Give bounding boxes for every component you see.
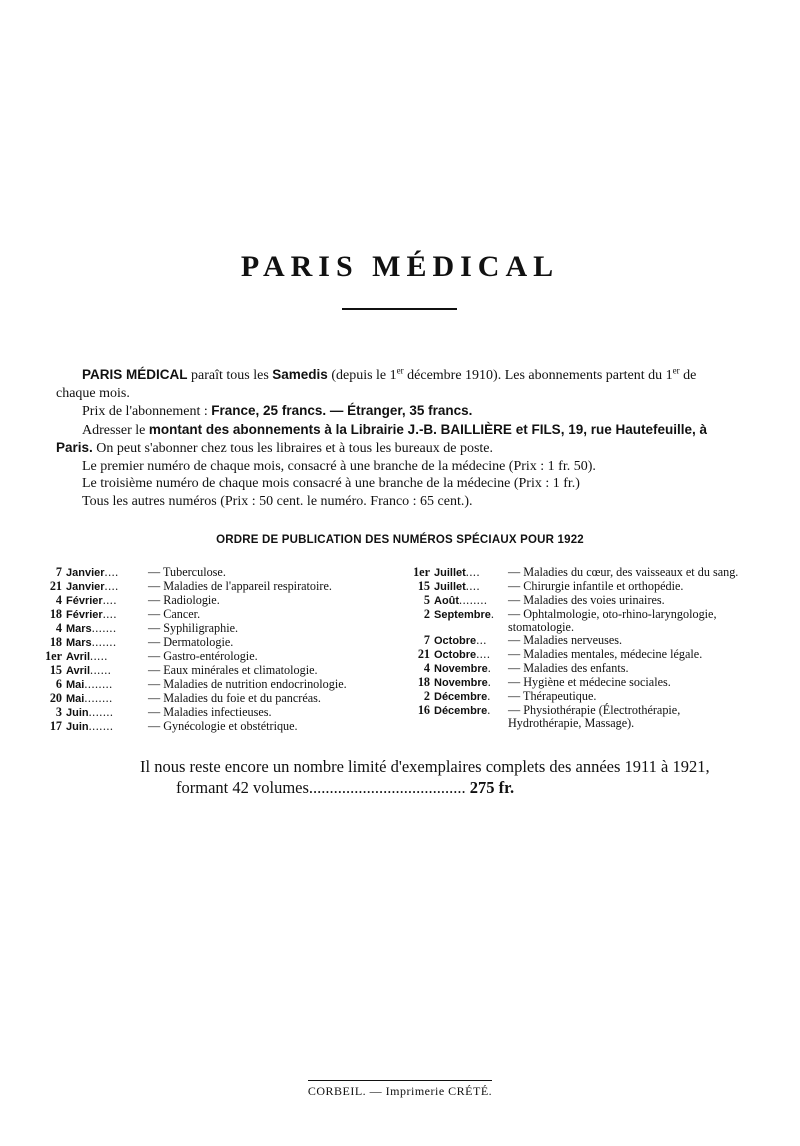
- schedule-day: 15: [49, 663, 62, 677]
- schedule-date: [408, 594, 508, 608]
- schedule-row: [408, 676, 756, 690]
- schedule-topic: — Radiologie.: [148, 593, 220, 607]
- schedule-topic: — Maladies des voies urinaires.: [508, 593, 665, 607]
- schedule-dots: ......: [90, 663, 112, 677]
- schedule-row: [40, 594, 390, 608]
- schedule-month: Avril: [66, 665, 91, 677]
- schedule-dots: ....: [102, 607, 117, 621]
- schedule-row: [408, 566, 756, 580]
- schedule-heading: ORDRE DE PUBLICATION DES NUMÉROS SPÉCIAUX POUR 1922: [216, 534, 584, 546]
- schedule-month: Août: [434, 595, 460, 607]
- schedule-date: [408, 634, 508, 648]
- schedule-dots: .: [487, 703, 491, 717]
- schedule-row: [40, 622, 390, 636]
- schedule-row: [40, 608, 390, 622]
- schedule-row: [40, 664, 390, 678]
- schedule-month: Décembre: [434, 705, 488, 717]
- intro-text: paraît tous les: [187, 368, 273, 383]
- schedule-dots: ...: [476, 633, 487, 647]
- schedule-row: [408, 594, 756, 608]
- schedule-day: 7: [423, 633, 430, 647]
- schedule-dots: .: [487, 675, 492, 689]
- price-values: France, 25 francs. — Étranger, 35 francs.: [211, 403, 473, 418]
- schedule-month: Janvier: [66, 581, 105, 593]
- schedule-month: Février: [66, 595, 103, 607]
- schedule-row: [408, 634, 756, 648]
- schedule-day: 6: [55, 677, 62, 691]
- closing-line-2: [176, 777, 800, 798]
- schedule-dots: ....: [465, 579, 480, 593]
- schedule-date: [40, 566, 148, 580]
- printer-footer: CORBEIL. — Imprimerie CRÉTÉ.: [307, 1084, 493, 1098]
- schedule-date: [40, 706, 148, 720]
- schedule-dots: ........: [459, 593, 488, 607]
- title-rule: [342, 308, 457, 310]
- schedule-day: 7: [55, 565, 62, 579]
- schedule-topic: — Maladies infectieuses.: [148, 705, 272, 719]
- schedule-day: 21: [417, 647, 430, 661]
- schedule-right-column: [408, 566, 756, 730]
- schedule-date: [40, 664, 148, 678]
- schedule-dots: .......: [91, 635, 117, 649]
- schedule-date: [408, 566, 508, 580]
- schedule-month: Mai: [66, 693, 85, 705]
- schedule-day: 18: [417, 675, 430, 689]
- schedule-topic: — Gastro-entérologie.: [148, 649, 258, 663]
- closing-volumes: formant 42 volumes......................................: [176, 778, 466, 797]
- schedule-date: [408, 648, 508, 662]
- schedule-month: Novembre: [434, 677, 488, 689]
- schedule-date: [408, 676, 508, 690]
- journal-name: PARIS MÉDICAL: [82, 367, 188, 382]
- schedule-day: 18: [49, 607, 62, 621]
- schedule-day: 2: [423, 607, 430, 621]
- schedule-dots: .....: [90, 649, 108, 663]
- intro-superscript: er: [396, 365, 404, 376]
- schedule-topic: — Physiothérapie (Électrothérapie, Hydrothérapie, Massage).: [508, 703, 681, 730]
- schedule-month: Juin: [66, 707, 89, 719]
- schedule-day: 4: [423, 661, 430, 675]
- schedule-month: Octobre: [434, 649, 477, 661]
- schedule-row: [408, 648, 756, 662]
- schedule-topic: — Tuberculose.: [148, 565, 226, 579]
- schedule-month: Février: [66, 609, 103, 621]
- schedule-topic: — Cancer.: [148, 607, 201, 621]
- first-issue-line: Le premier numéro de chaque mois, consacré à une branche de la médecine (Prix : 1 fr. 50).: [82, 458, 596, 474]
- intro-text: (depuis le: [327, 368, 390, 383]
- intro-superscript: er: [672, 365, 680, 376]
- price-line: [56, 402, 728, 421]
- schedule-dots: ........: [84, 691, 113, 705]
- address-bold: montant des abonnements à la Librairie J.-B. BAILLIÈRE et FILS, 19, rue Hautefeuille, à Paris.: [56, 421, 707, 455]
- schedule-dots: .: [487, 661, 492, 675]
- schedule-month: Mars: [66, 637, 92, 649]
- schedule-day: 1er: [413, 565, 430, 579]
- intro-text: décembre 1910). Les abonnements partent du: [403, 368, 666, 383]
- schedule-day: 4: [55, 621, 62, 635]
- schedule-row: [40, 678, 390, 692]
- schedule-date: [40, 608, 148, 622]
- schedule-date: [408, 662, 508, 676]
- closing-price: 275 fr.: [465, 778, 515, 797]
- schedule-dots: .: [487, 689, 491, 703]
- schedule-month: Décembre: [434, 691, 488, 703]
- schedule-month: Mai: [66, 679, 85, 691]
- schedule-topic: — Syphiligraphie.: [148, 621, 239, 635]
- schedule-day: 21: [49, 579, 62, 593]
- schedule-date: [40, 636, 148, 650]
- schedule-row: [40, 706, 390, 720]
- schedule-day: 16: [417, 703, 430, 717]
- intro-number: 1: [665, 368, 673, 383]
- schedule-day: 15: [417, 579, 430, 593]
- schedule-topic: — Maladies du foie et du pancréas.: [148, 691, 321, 705]
- price-label: Prix de l'abonnement :: [82, 404, 212, 419]
- third-issue-line: Le troisième numéro de chaque mois consacré à une branche de la médecine (Prix : 1 fr.): [82, 476, 580, 491]
- subscription-info: [56, 366, 728, 510]
- schedule-topic: — Maladies nerveuses.: [508, 633, 623, 647]
- intro-text: de chaque mois.: [56, 368, 697, 401]
- schedule-left-column: [40, 566, 390, 734]
- publication-day: Samedis: [272, 367, 328, 382]
- schedule-dots: .......: [88, 705, 114, 719]
- schedule-topic: — Maladies de l'appareil respiratoire.: [148, 579, 332, 593]
- schedule-topic: — Gynécologie et obstétrique.: [148, 719, 298, 733]
- schedule-topic: — Thérapeutique.: [508, 689, 597, 703]
- schedule-date: [40, 580, 148, 594]
- schedule-dots: ........: [84, 677, 113, 691]
- schedule-row: [40, 566, 390, 580]
- schedule-row: [408, 704, 756, 730]
- schedule-month: Novembre: [434, 663, 488, 675]
- schedule-date: [408, 690, 508, 704]
- schedule-dots: .......: [91, 621, 117, 635]
- schedule-date: [408, 580, 508, 594]
- schedule-topic: — Hygiène et médecine sociales.: [508, 675, 671, 689]
- schedule-month: Juillet: [434, 567, 466, 579]
- schedule-row: [40, 636, 390, 650]
- schedule-date: [40, 720, 148, 734]
- schedule-date: [40, 678, 148, 692]
- schedule-day: 18: [49, 635, 62, 649]
- schedule-day: 2: [423, 689, 430, 703]
- schedule-row: [408, 580, 756, 594]
- schedule-row: [40, 580, 390, 594]
- schedule-topic: — Dermatologie.: [148, 635, 234, 649]
- schedule-topic: — Ophtalmologie, oto-rhino-laryngologie, stomatologie.: [508, 607, 717, 634]
- other-issues-line: Tous les autres numéros (Prix : 50 cent. le numéro. Franco : 65 cent.).: [82, 493, 473, 509]
- address-paragraph: [56, 421, 728, 458]
- schedule-row: [408, 662, 756, 676]
- schedule-topic: — Maladies de nutrition endocrinologie.: [148, 677, 347, 691]
- schedule-row: [408, 608, 756, 634]
- schedule-month: Avril: [66, 651, 91, 663]
- schedule-dots: ....: [102, 593, 117, 607]
- schedule-topic: — Maladies des enfants.: [508, 661, 629, 675]
- schedule-month: Octobre: [434, 635, 477, 647]
- schedule-row: [408, 690, 756, 704]
- schedule-date: [408, 608, 508, 622]
- schedule-topic: — Chirurgie infantile et orthopédie.: [508, 579, 684, 593]
- schedule-row: [40, 650, 390, 664]
- page-title: PARIS MÉDICAL: [240, 250, 560, 283]
- address-text: Adresser le: [82, 422, 149, 438]
- schedule-row: [40, 720, 390, 734]
- schedule-dots: .: [490, 607, 495, 621]
- schedule-day: 5: [423, 593, 430, 607]
- schedule-topic: — Maladies du cœur, des vaisseaux et du sang.: [508, 565, 739, 579]
- schedule-date: [40, 692, 148, 706]
- schedule-date: [40, 594, 148, 608]
- schedule-topic: — Maladies mentales, médecine légale.: [508, 647, 703, 661]
- schedule-dots: ....: [465, 565, 480, 579]
- schedule-row: [40, 692, 390, 706]
- schedule-day: 3: [55, 705, 62, 719]
- schedule-dots: .......: [88, 719, 114, 733]
- footer-rule: [308, 1080, 492, 1081]
- address-text: On peut s'abonner chez tous les libraires et à tous les bureaux de poste.: [92, 441, 494, 456]
- schedule-dots: ....: [104, 579, 119, 593]
- schedule-day: 1er: [45, 649, 62, 663]
- schedule-date: [40, 650, 148, 664]
- schedule-month: Juin: [66, 721, 89, 733]
- intro-paragraph-1: [56, 366, 728, 402]
- schedule-day: 17: [49, 719, 62, 733]
- closing-note: [0, 756, 800, 798]
- schedule-date: [408, 704, 508, 718]
- schedule-dots: ....: [476, 647, 491, 661]
- closing-line-1: Il nous reste encore un nombre limité d'exemplaires complets des années 1911 à 1921,: [140, 757, 710, 776]
- schedule-topic: — Eaux minérales et climatologie.: [148, 663, 318, 677]
- schedule-date: [40, 622, 148, 636]
- schedule-day: 4: [55, 593, 62, 607]
- schedule-month: Juillet: [434, 581, 466, 593]
- schedule-dots: ....: [104, 565, 119, 579]
- schedule-month: Septembre: [434, 609, 491, 621]
- intro-number: 1: [389, 368, 397, 383]
- schedule-month: Mars: [66, 623, 92, 635]
- schedule-month: Janvier: [66, 567, 105, 579]
- schedule-day: 20: [49, 691, 62, 705]
